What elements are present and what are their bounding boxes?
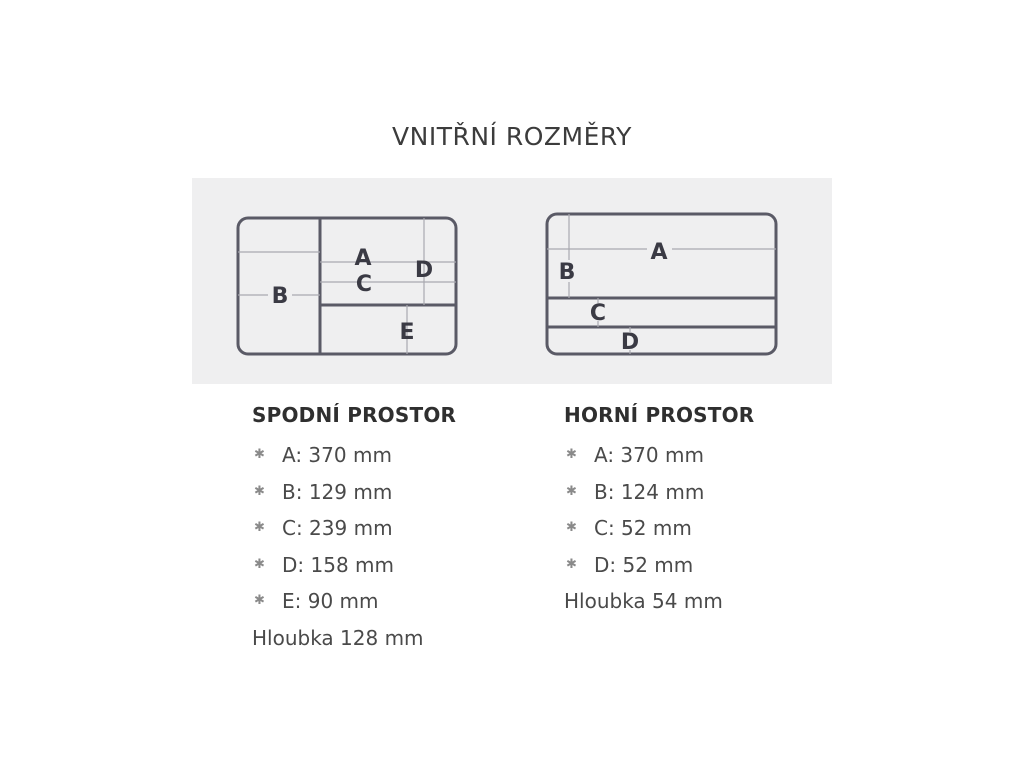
asterisk-icon: ✱ — [566, 447, 577, 463]
lower-label-a: A — [354, 246, 372, 271]
box-diagrams — [192, 178, 832, 384]
dimension-text: C: 52 mm — [594, 516, 692, 541]
list-item — [252, 583, 552, 620]
lower-box-diagram — [238, 218, 456, 354]
dimension-text: D: 158 mm — [282, 552, 394, 577]
list-item — [564, 437, 864, 474]
dimension-text: A: 370 mm — [282, 443, 392, 468]
lower-label-d: D — [414, 258, 434, 283]
list-item — [564, 474, 864, 511]
list-item — [252, 474, 552, 511]
upper-label-d: D — [620, 330, 640, 355]
upper-box-outline — [547, 214, 776, 354]
asterisk-icon: ✱ — [254, 556, 265, 572]
upper-compartment-specs — [564, 400, 864, 619]
upper-dimension-list — [564, 437, 864, 583]
lower-depth: Hloubka 128 mm — [252, 625, 424, 650]
upper-box-diagram — [547, 214, 776, 355]
list-item — [252, 547, 552, 584]
asterisk-icon: ✱ — [254, 483, 265, 499]
lower-label-c: C — [355, 272, 373, 297]
list-item — [252, 437, 552, 474]
asterisk-icon: ✱ — [566, 520, 577, 536]
lower-dimension-list — [252, 437, 552, 620]
upper-depth: Hloubka 54 mm — [564, 589, 723, 613]
dimension-text: D: 52 mm — [594, 552, 694, 577]
lower-label-e: E — [399, 320, 415, 345]
dimension-text: E: 90 mm — [282, 589, 379, 614]
list-item — [564, 510, 864, 547]
list-item — [564, 547, 864, 584]
asterisk-icon: ✱ — [254, 447, 265, 463]
upper-label-c: C — [589, 301, 607, 326]
upper-label-a: A — [650, 240, 668, 265]
list-item — [252, 510, 552, 547]
asterisk-icon: ✱ — [566, 483, 577, 499]
lower-label-b: B — [271, 284, 289, 309]
page-title: VNITŘNÍ ROZMĚRY — [392, 122, 632, 151]
dimension-text: B: 129 mm — [282, 479, 393, 504]
diagram-band — [192, 178, 832, 384]
dimension-text: A: 370 mm — [594, 443, 704, 468]
dimension-text: B: 124 mm — [594, 479, 705, 504]
asterisk-icon: ✱ — [254, 520, 265, 536]
lower-compartment-specs — [252, 400, 552, 656]
upper-heading: HORNÍ PROSTOR — [564, 403, 755, 427]
dimension-text: C: 239 mm — [282, 516, 393, 541]
asterisk-icon: ✱ — [254, 593, 265, 609]
asterisk-icon: ✱ — [566, 556, 577, 572]
lower-heading: SPODNÍ PROSTOR — [252, 403, 457, 427]
upper-label-b: B — [558, 260, 576, 285]
